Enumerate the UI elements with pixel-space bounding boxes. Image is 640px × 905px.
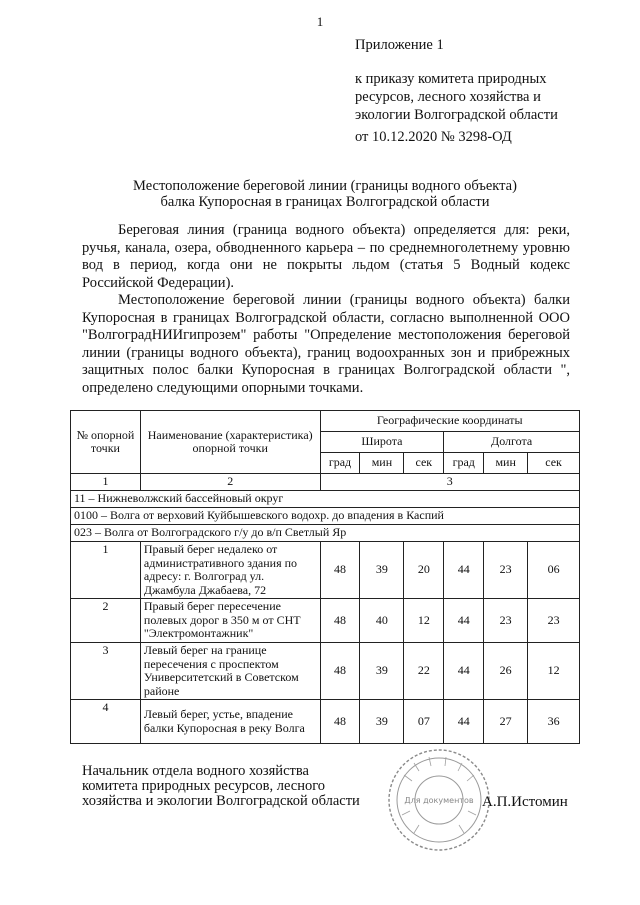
order-line: ресурсов, лесного хозяйства и — [355, 89, 541, 105]
point-number: 2 — [71, 599, 141, 643]
lat-sec: 20 — [404, 542, 444, 599]
stamp-text: Для документов — [404, 796, 474, 805]
lon-min: 23 — [484, 599, 528, 643]
lon-sec: 06 — [528, 542, 580, 599]
position-line: комитета природных ресурсов, лесного — [82, 778, 326, 794]
order-date: от 10.12.2020 № 3298-ОД — [355, 129, 512, 145]
column-index: 2 — [140, 474, 320, 491]
lat-sec: 07 — [404, 700, 444, 744]
point-name: Правый берег недалеко от административного здания по адресу: г. Волгоград ул. Джамбула Джабаева, 72 — [140, 542, 320, 599]
document-title — [60, 178, 590, 210]
col-header-name: Наименование (характеристика) опорной точки — [140, 411, 320, 474]
appendix-label: Приложение 1 — [355, 37, 444, 53]
paragraph-location: Местоположение береговой линии (границы водного объекта) балки Купоросная в границах Волгоградской области, согласно выполненной ООО "ВолгоградНИИгипрозем" работы "Определение местоположения береговой линии (границы водного объекта), границ водоохранных зон и прибрежных защитных полос балки Купоросная в границах Волгоградской области ", определено следующими опорными точками. — [82, 292, 570, 396]
point-name: Левый берег на границе пересечения с проспектом Университетский в Советском районе — [140, 643, 320, 700]
point-number: 3 — [71, 643, 141, 700]
column-index: 1 — [71, 474, 141, 491]
position-line: Начальник отдела водного хозяйства — [82, 763, 309, 779]
lon-sec: 36 — [528, 700, 580, 744]
unit-header: сек — [404, 453, 444, 474]
point-number: 1 — [71, 542, 141, 599]
lon-deg: 44 — [444, 542, 484, 599]
unit-header: сек — [528, 453, 580, 474]
position-line: хозяйства и экологии Волгоградской области — [82, 793, 360, 809]
table-row — [71, 542, 580, 599]
lat-sec: 12 — [404, 599, 444, 643]
lon-sec: 23 — [528, 599, 580, 643]
col-header-number: № опорной точки — [71, 411, 141, 474]
coordinates-table — [70, 410, 580, 744]
title-line-2: балка Купоросная в границах Волгоградской области — [160, 194, 490, 210]
body-text — [82, 222, 570, 397]
lon-deg: 44 — [444, 599, 484, 643]
table-row — [71, 599, 580, 643]
group-row-river: 0100 – Волга от верховий Куйбышевского водохр. до впадения в Каспий — [71, 508, 580, 525]
point-number: 4 — [71, 700, 141, 744]
col-header-latitude: Широта — [320, 432, 444, 453]
point-name: Правый берег пересечение полевых дорог в 350 м от СНТ "Электромонтажник" — [140, 599, 320, 643]
lon-min: 26 — [484, 643, 528, 700]
lat-min: 40 — [360, 599, 404, 643]
signatory-position — [82, 764, 360, 809]
lon-deg: 44 — [444, 643, 484, 700]
unit-header: град — [444, 453, 484, 474]
group-row-section: 023 – Волга от Волгоградского г/у до в/п Светлый Яр — [71, 525, 580, 542]
lat-sec: 22 — [404, 643, 444, 700]
order-reference — [355, 70, 558, 124]
order-line: к приказу комитета природных — [355, 71, 547, 87]
lat-deg: 48 — [320, 700, 360, 744]
point-name: Левый берег, устье, впадение балки Купоросная в реку Волга — [140, 700, 320, 744]
lon-min: 23 — [484, 542, 528, 599]
lat-deg: 48 — [320, 643, 360, 700]
lat-deg: 48 — [320, 542, 360, 599]
col-header-longitude: Долгота — [444, 432, 580, 453]
unit-header: мин — [484, 453, 528, 474]
stamp-seal-icon — [384, 745, 494, 855]
table-row — [71, 700, 580, 744]
title-line-1: Местоположение береговой линии (границы водного объекта) — [133, 178, 517, 194]
order-line: экологии Волгоградской области — [355, 107, 558, 123]
col-header-geo: Географические координаты — [320, 411, 579, 432]
unit-header: град — [320, 453, 360, 474]
lat-min: 39 — [360, 643, 404, 700]
unit-header: мин — [360, 453, 404, 474]
lon-min: 27 — [484, 700, 528, 744]
lon-deg: 44 — [444, 700, 484, 744]
signatory-name: А.П.Истомин — [482, 794, 568, 810]
lat-min: 39 — [360, 542, 404, 599]
column-index: 3 — [320, 474, 579, 491]
page-number: 1 — [316, 14, 324, 29]
group-row-basin: 11 – Нижневолжский бассейновый округ — [71, 491, 580, 508]
lat-deg: 48 — [320, 599, 360, 643]
paragraph-definition: Береговая линия (граница водного объекта) определяется для: реки, ручья, канала, озера, обводненного карьера – по среднемноголетнему уровню вод в период, когда они не покрыты льдом (статья 5 Водный кодекс Российской Федерации). — [82, 222, 570, 291]
table-row — [71, 643, 580, 700]
official-stamp — [384, 745, 494, 860]
lon-sec: 12 — [528, 643, 580, 700]
lat-min: 39 — [360, 700, 404, 744]
